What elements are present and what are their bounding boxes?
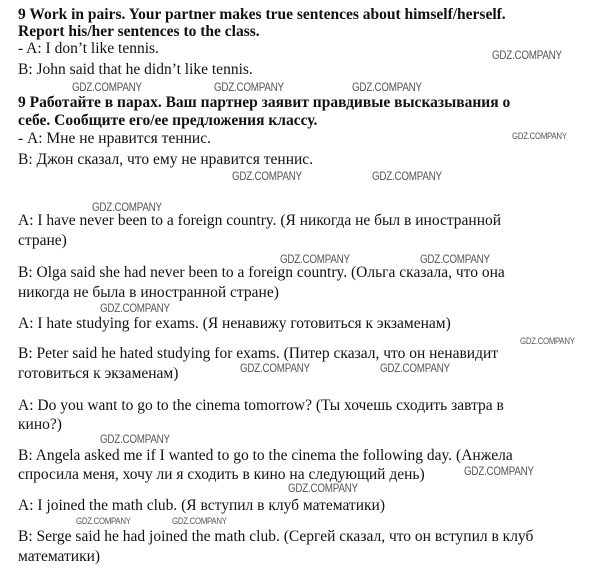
exercise-heading-en-line-1: 9 Work in pairs. Your partner makes true sentences about himself/herself.	[18, 6, 506, 23]
answer-line: B: Angela asked me if I wanted to go to the cinema the following day. (Анжела	[18, 447, 513, 464]
watermark: GDZ.COMPANY	[352, 80, 422, 94]
exercise-heading-en-line-2: Report his/her sentences to the class.	[18, 23, 260, 40]
answer-line: A: I hate studying for exams. (Я ненавижу готовиться к экзаменам)	[18, 315, 451, 332]
answer-line: B: Peter said he hated studying for exams. (Питер сказал, что он ненавидит	[18, 345, 499, 362]
watermark: GDZ.COMPANY	[172, 516, 227, 527]
example-line-a-ru: - А: Мне не нравится теннис.	[18, 130, 211, 147]
answer-line: A: I joined the math club. (Я вступил в клуб математики)	[18, 497, 385, 514]
watermark: GDZ.COMPANY	[380, 361, 450, 375]
answer-line: B: Serge said he had joined the math club. (Сергей сказал, что он вступил в клуб	[18, 528, 534, 545]
watermark: GDZ.COMPANY	[464, 464, 534, 478]
watermark: GDZ.COMPANY	[100, 301, 170, 315]
watermark: GDZ.COMPANY	[76, 516, 131, 527]
watermark: GDZ.COMPANY	[232, 169, 302, 183]
watermark: GDZ.COMPANY	[92, 200, 162, 214]
watermark: GDZ.COMPANY	[288, 481, 358, 495]
exercise-heading-ru-line-1: 9 Работайте в парах. Ваш партнер заявит правдивые высказывания о	[18, 94, 511, 111]
answer-line: спросила меня, хочу ли я сходить в кино на следующий день)	[18, 466, 425, 483]
watermark: GDZ.COMPANY	[214, 80, 284, 94]
answer-line: кино?)	[18, 416, 62, 433]
exercise-heading-ru-line-2: себе. Сообщите его/ее предложения классу.	[18, 112, 318, 129]
watermark: GDZ.COMPANY	[520, 336, 575, 347]
answer-line: A: Do you want to go to the cinema tomorrow? (Ты хочешь сходить завтра в	[18, 397, 504, 414]
watermark: GDZ.COMPANY	[420, 252, 490, 266]
watermark: GDZ.COMPANY	[280, 252, 350, 266]
watermark: GDZ.COMPANY	[372, 169, 442, 183]
example-line-b-ru: В: Джон сказал, что ему не нравится теннис.	[18, 151, 314, 168]
watermark: GDZ.COMPANY	[72, 80, 142, 94]
example-line-b-en: B: John said that he didn’t like tennis.	[18, 61, 253, 78]
watermark: GDZ.COMPANY	[512, 131, 567, 142]
example-line-a-en: - A: I don’t like tennis.	[18, 40, 159, 57]
answer-line: B: Olga said she had never been to a foreign country. (Ольга сказала, что она	[18, 264, 505, 281]
answer-line: математики)	[18, 548, 101, 565]
answer-line: A: I have never been to a foreign country. (Я никогда не был в иностранной	[18, 212, 502, 229]
watermark: GDZ.COMPANY	[240, 361, 310, 375]
answer-line: никогда не была в иностранной стране)	[18, 284, 279, 301]
answer-line: готовиться к экзаменам)	[18, 365, 179, 382]
watermark: GDZ.COMPANY	[100, 432, 170, 446]
answer-line: стране)	[18, 232, 67, 249]
watermark: GDZ.COMPANY	[492, 48, 562, 62]
